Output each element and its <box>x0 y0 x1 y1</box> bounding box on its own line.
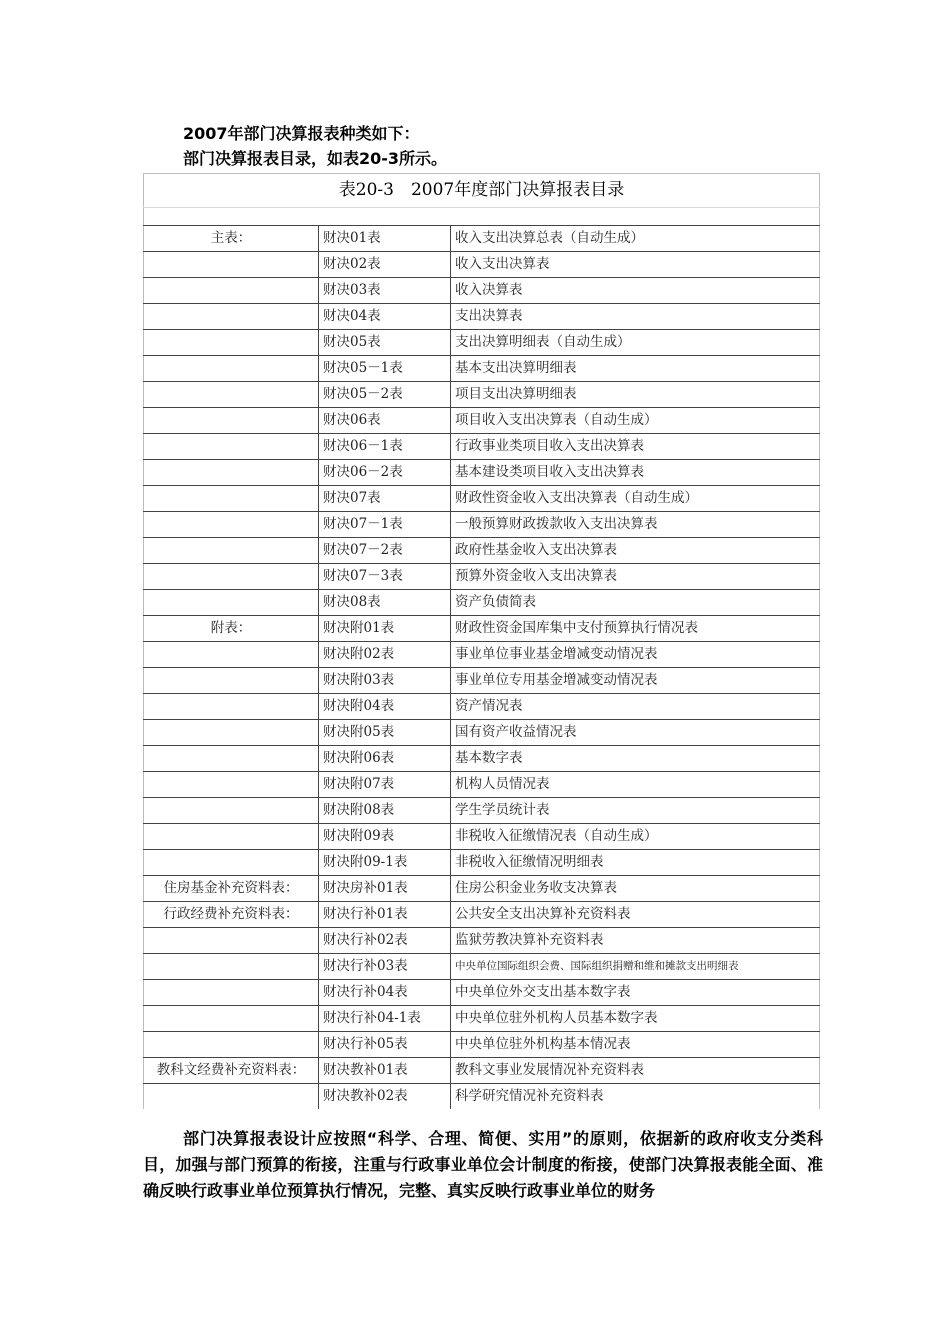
table-row <box>144 824 820 850</box>
category-cell <box>144 434 319 460</box>
report-name-cell: 科学研究情况补充资料表 <box>451 1084 820 1110</box>
report-name-cell: 行政事业类项目收入支出决算表 <box>451 434 820 460</box>
category-cell <box>144 278 319 304</box>
report-code-cell: 财决行补04表 <box>319 980 451 1006</box>
table-row <box>144 642 820 668</box>
report-name-cell: 基本建设类项目收入支出决算表 <box>451 460 820 486</box>
category-cell <box>144 746 319 772</box>
report-name-cell: 项目收入支出决算表（自动生成） <box>451 408 820 434</box>
table-row <box>144 980 820 1006</box>
report-code-cell: 财决07－1表 <box>319 512 451 538</box>
report-code-cell: 财决附03表 <box>319 668 451 694</box>
category-cell <box>144 460 319 486</box>
table-row <box>144 226 820 252</box>
table-row <box>144 798 820 824</box>
report-name-cell: 政府性基金收入支出决算表 <box>451 538 820 564</box>
report-name-cell: 中央单位驻外机构基本情况表 <box>451 1032 820 1058</box>
report-name-cell: 非税收入征缴情况表（自动生成） <box>451 824 820 850</box>
report-code-cell: 财决02表 <box>319 252 451 278</box>
category-cell <box>144 304 319 330</box>
category-cell <box>144 590 319 616</box>
table-row <box>144 278 820 304</box>
category-cell <box>144 954 319 980</box>
report-name-cell: 支出决算明细表（自动生成） <box>451 330 820 356</box>
report-name-cell: 资产负债简表 <box>451 590 820 616</box>
report-name-cell: 基本数字表 <box>451 746 820 772</box>
report-code-cell: 财决行补05表 <box>319 1032 451 1058</box>
report-name-cell: 教科文事业发展情况补充资料表 <box>451 1058 820 1084</box>
category-cell <box>144 1084 319 1110</box>
report-name-cell: 非税收入征缴情况明细表 <box>451 850 820 876</box>
table-row <box>144 538 820 564</box>
report-code-cell: 财决06－1表 <box>319 434 451 460</box>
table-row <box>144 512 820 538</box>
category-cell <box>144 408 319 434</box>
report-code-cell: 财决附09表 <box>319 824 451 850</box>
report-name-cell: 事业单位事业基金增减变动情况表 <box>451 642 820 668</box>
report-name-cell: 收入支出决算表 <box>451 252 820 278</box>
report-name-cell: 住房公积金业务收支决算表 <box>451 876 820 902</box>
report-code-cell: 财决05－1表 <box>319 356 451 382</box>
table-row <box>144 434 820 460</box>
table-row <box>144 330 820 356</box>
category-cell <box>144 252 319 278</box>
report-name-cell: 学生学员统计表 <box>451 798 820 824</box>
report-name-cell: 中央单位外交支出基本数字表 <box>451 980 820 1006</box>
category-cell <box>144 564 319 590</box>
table-row <box>144 590 820 616</box>
report-code-cell: 财决附05表 <box>319 720 451 746</box>
table-row <box>144 954 820 980</box>
report-name-cell: 收入决算表 <box>451 278 820 304</box>
report-code-cell: 财决07－2表 <box>319 538 451 564</box>
table-row <box>144 746 820 772</box>
table-spacer <box>144 208 820 226</box>
table-row <box>144 694 820 720</box>
report-code-cell: 财决01表 <box>319 226 451 252</box>
category-cell <box>144 356 319 382</box>
table-row <box>144 1084 820 1110</box>
report-name-cell: 基本支出决算明细表 <box>451 356 820 382</box>
report-code-cell: 财决教补02表 <box>319 1084 451 1110</box>
table-row <box>144 382 820 408</box>
table-row <box>144 252 820 278</box>
category-cell <box>144 772 319 798</box>
table-row <box>144 720 820 746</box>
category-cell <box>144 512 319 538</box>
category-cell <box>144 1006 319 1032</box>
report-code-cell: 财决附01表 <box>319 616 451 642</box>
report-name-cell: 公共安全支出决算补充资料表 <box>451 902 820 928</box>
report-code-cell: 财决06表 <box>319 408 451 434</box>
report-name-cell: 财政性资金收入支出决算表（自动生成） <box>451 486 820 512</box>
report-name-cell: 国有资产收益情况表 <box>451 720 820 746</box>
table-row <box>144 356 820 382</box>
category-cell: 行政经费补充资料表： <box>144 902 319 928</box>
body-paragraph: 部门决算报表设计应按照“科学、合理、简便、实用”的原则，依据新的政府收支分类科目，加强与部门预算的衔接，注重与行政事业单位会计制度的衔接，使部门决算报表能全面、准确反映行政事业单位预算执行情况，完整、真实反映行政事业单位的财务 <box>143 1129 823 1200</box>
catalog-table-container <box>143 173 819 1109</box>
report-name-cell: 财政性资金国库集中支付预算执行情况表 <box>451 616 820 642</box>
category-cell <box>144 486 319 512</box>
report-name-cell: 一般预算财政拨款收入支出决算表 <box>451 512 820 538</box>
report-name-cell: 机构人员情况表 <box>451 772 820 798</box>
report-code-cell: 财决附04表 <box>319 694 451 720</box>
table-row <box>144 564 820 590</box>
category-cell: 附表： <box>144 616 319 642</box>
report-code-cell: 财决05－2表 <box>319 382 451 408</box>
category-cell: 住房基金补充资料表： <box>144 876 319 902</box>
category-cell <box>144 824 319 850</box>
report-code-cell: 财决行补01表 <box>319 902 451 928</box>
table-row <box>144 1006 820 1032</box>
report-code-cell: 财决房补01表 <box>319 876 451 902</box>
table-row <box>144 850 820 876</box>
report-name-cell: 项目支出决算明细表 <box>451 382 820 408</box>
table-row <box>144 1058 820 1084</box>
intro-line-1: 2007年部门决算报表种类如下： <box>183 124 420 143</box>
category-cell <box>144 694 319 720</box>
table-row <box>144 668 820 694</box>
report-code-cell: 财决附02表 <box>319 642 451 668</box>
report-name-cell: 预算外资金收入支出决算表 <box>451 564 820 590</box>
report-code-cell: 财决附07表 <box>319 772 451 798</box>
report-code-cell: 财决附08表 <box>319 798 451 824</box>
table-row <box>144 616 820 642</box>
report-code-cell: 财决07－3表 <box>319 564 451 590</box>
report-code-cell: 财决附09-1表 <box>319 850 451 876</box>
category-cell <box>144 642 319 668</box>
table-title: 表20-3 2007年度部门决算报表目录 <box>144 174 820 208</box>
table-row <box>144 304 820 330</box>
report-name-cell: 中央单位国际组织会费、国际组织捐赠和维和摊款支出明细表 <box>451 954 820 980</box>
report-name-cell: 中央单位驻外机构人员基本数字表 <box>451 1006 820 1032</box>
category-cell <box>144 980 319 1006</box>
table-title-row <box>144 174 820 208</box>
report-name-cell: 支出决算表 <box>451 304 820 330</box>
table-row <box>144 876 820 902</box>
report-code-cell: 财决04表 <box>319 304 451 330</box>
table-spacer-row <box>144 208 820 226</box>
report-code-cell: 财决附06表 <box>319 746 451 772</box>
category-cell <box>144 538 319 564</box>
category-cell: 主表： <box>144 226 319 252</box>
category-cell <box>144 850 319 876</box>
report-code-cell: 财决08表 <box>319 590 451 616</box>
table-row <box>144 408 820 434</box>
report-name-cell: 事业单位专用基金增减变动情况表 <box>451 668 820 694</box>
category-cell <box>144 720 319 746</box>
category-cell <box>144 928 319 954</box>
table-row <box>144 928 820 954</box>
table-row <box>144 460 820 486</box>
category-cell <box>144 330 319 356</box>
table-row <box>144 486 820 512</box>
report-name-cell: 收入支出决算总表（自动生成） <box>451 226 820 252</box>
report-code-cell: 财决教补01表 <box>319 1058 451 1084</box>
table-row <box>144 902 820 928</box>
table-row <box>144 772 820 798</box>
table-row <box>144 1032 820 1058</box>
report-code-cell: 财决05表 <box>319 330 451 356</box>
category-cell <box>144 1032 319 1058</box>
report-code-cell: 财决07表 <box>319 486 451 512</box>
category-cell <box>144 382 319 408</box>
intro-line-2: 部门决算报表目录，如表20-3所示。 <box>183 149 448 168</box>
report-code-cell: 财决行补03表 <box>319 954 451 980</box>
category-cell <box>144 798 319 824</box>
report-name-cell: 资产情况表 <box>451 694 820 720</box>
report-code-cell: 财决06－2表 <box>319 460 451 486</box>
report-code-cell: 财决行补04-1表 <box>319 1006 451 1032</box>
category-cell <box>144 668 319 694</box>
report-code-cell: 财决行补02表 <box>319 928 451 954</box>
report-name-cell: 监狱劳教决算补充资料表 <box>451 928 820 954</box>
category-cell: 教科文经费补充资料表： <box>144 1058 319 1084</box>
report-code-cell: 财决03表 <box>319 278 451 304</box>
catalog-table <box>143 173 820 1109</box>
